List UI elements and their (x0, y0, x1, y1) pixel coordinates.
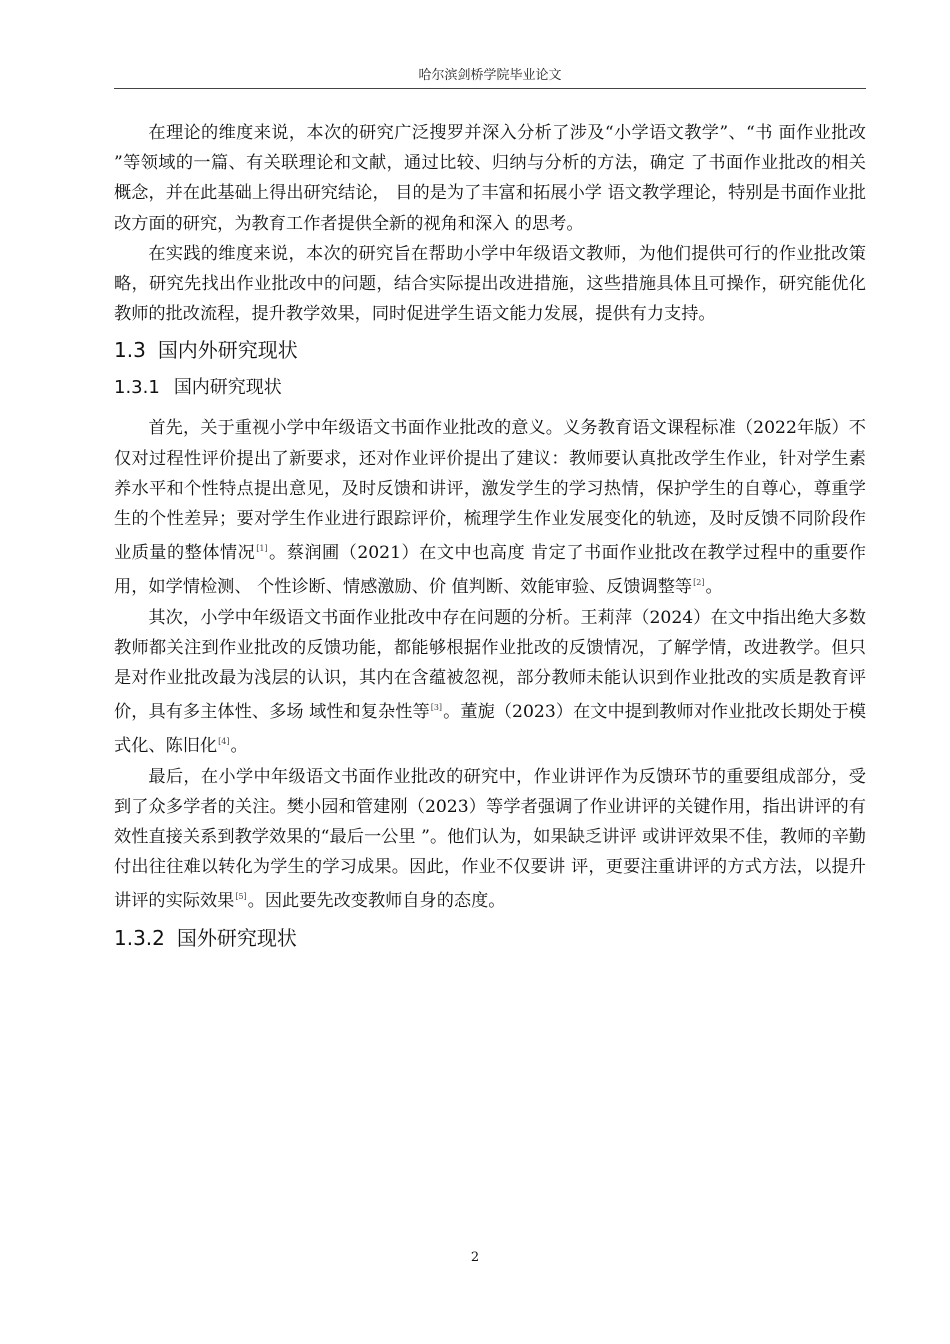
subsection-number: 1.3.1 (114, 377, 160, 399)
paragraph-text: 。 (705, 577, 723, 598)
paragraph-significance (114, 413, 866, 602)
paragraph-text: 其次，小学中年级语文书面作业批改中存在问题的分析。王莉萍（2024）在文中指出绝大多数教师都关注到作业批改的反馈功能，都能够根据作业批改的反馈情况，了解学情，改进教学。但只是对作业批改最为浅层的认识，其内在含蕴被忽视，部分教师未能认识到作业批改的实质是教育评价，具有多主体性、多场 域性和复杂性等 (114, 607, 866, 723)
page-number: 2 (470, 1250, 480, 1265)
subsection-heading-1-3-2 (114, 923, 866, 953)
paragraph-text: 最后，在小学中年级语文书面作业批改的研究中，作业讲评作为反馈环节的重要组成部分，受到了众多学者的关注。樊小园和管建刚（2023）等学者强调了作业讲评的关键作用，指出讲评的有效性直接关系到教学效果的“最后一公里 ”。他们认为，如果缺乏讲评 或讲评效果不佳，教师的辛勤付出往往难以转化为学生的学习成果。因此，作业不仅要讲 评，更要注重讲评的方式方法，以提升讲评的实际效果 (114, 766, 866, 912)
header-rule (114, 88, 866, 89)
paragraph-text: 。 (230, 736, 248, 757)
subsection-title: 国外研究现状 (176, 925, 297, 950)
citation-4[interactable]: [4] (218, 737, 230, 747)
subsection-title: 国内研究现状 (173, 377, 282, 399)
paragraph-text: 首先，关于重视小学中年级语文书面作业批改的意义。义务教育语文课程标准（2022年版）不仅对过程性评价提出了新要求，还对作业评价提出了建议：教师要认真批改学生作业，针对学生素养水平和个性特点提出意见，及时反馈和讲评，激发学生的学习热情，保护学生的自尊心，尊重学生的个性差异；要对学生作业进行跟踪评价，梳理学生作业发展变化的轨迹，及时反馈不同阶段作业质量的整体情况 (114, 418, 866, 564)
section-number: 1.3 (114, 338, 146, 363)
paragraph-problems (114, 603, 866, 762)
citation-3[interactable]: [3] (430, 703, 443, 713)
subsection-number: 1.3.2 (114, 925, 165, 950)
running-header: 哈尔滨剑桥学院毕业论文 (418, 68, 562, 83)
section-heading-1-3 (114, 335, 866, 365)
citation-5[interactable]: [5] (235, 892, 247, 902)
subsection-heading-1-3-1 (114, 373, 866, 403)
section-title: 国内外研究现状 (157, 338, 298, 363)
paragraph-text: 。董旎（2023）在文中提到教师对作业批改长期处于模式化、陈旧化 (114, 702, 866, 757)
paragraph-review (114, 762, 866, 917)
paragraph-text: 。因此要先改变教师自身的态度。 (247, 891, 506, 912)
paragraph-practice: 在实践的维度来说，本次的研究旨在帮助小学中年级语文教师，为他们提供可行的作业批改策略，研究先找出作业批改中的问题，结合实际提出改进措施，这些措施具体且可操作，研究能优化教师的批改流程，提升教学效果，同时促进学生语文能力发展，提供有力支持。 (114, 243, 866, 325)
paragraph-theory: 在理论的维度来说，本次的研究广泛搜罗并深入分析了涉及“小学语文教学”、“书 面作业批改 ”等领域的一篇、有关联理论和文献，通过比较、归纳与分析的方法，确定 了书面作业批改的相关概念，并在此基础上得出研究结论， 目的是为了丰富和拓展小学 语文教学理论，特别是书面作业批改方面的研究，为教育工作者提供全新的视角和深入 的思考。 (114, 123, 866, 234)
citation-2[interactable]: [2] (693, 578, 705, 588)
page-body (114, 118, 866, 961)
citation-1[interactable]: [1] (256, 544, 268, 554)
paragraph-text: 。蔡润圃（2021）在文中也高度 肯定了书面作业批改在教学过程中的重要作用，如学情检测、 个性诊断、情感激励、价 值判断、效能审验、反馈调整等 (114, 543, 866, 598)
